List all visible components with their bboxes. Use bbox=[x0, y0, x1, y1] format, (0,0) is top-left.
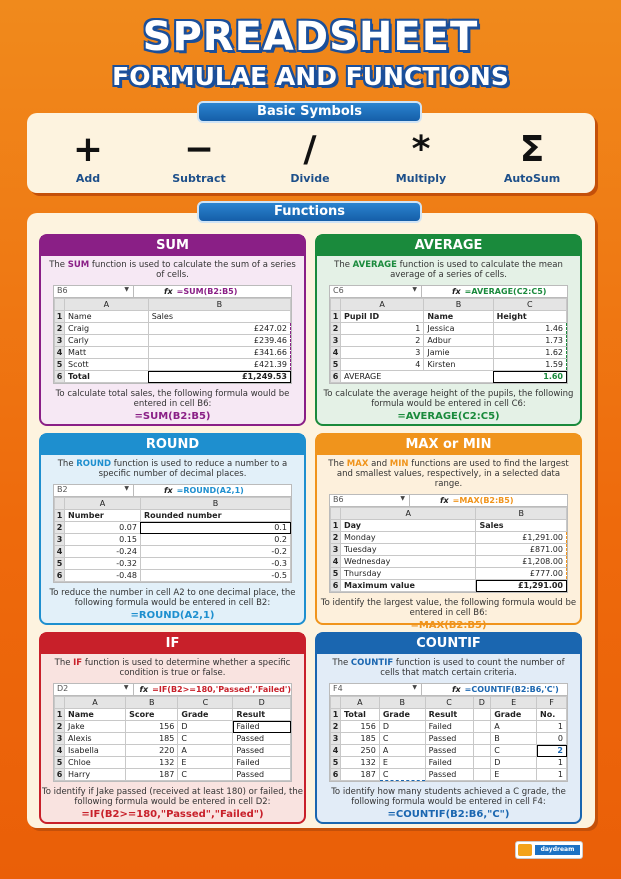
sheet-table: A B C D E F 1 Total Grade Result Grade No. 2 156 D Failed A 1 3 185 C Passed B 0 4 250 A Passed C 2 5 132 E Failed D 1 6 187 C Passed E 1 bbox=[330, 696, 567, 781]
card-title: ROUND bbox=[41, 435, 304, 455]
card-description: The ROUND function is used to reduce a number to a specific number of decimal places. bbox=[57, 459, 288, 479]
formula-bar bbox=[54, 684, 291, 696]
fx-icon: fx bbox=[164, 287, 173, 296]
card-description: The IF function is used to determine whether a specific condition is true or false. bbox=[54, 658, 291, 678]
fx-icon: fx bbox=[139, 685, 149, 694]
formula-bar bbox=[330, 286, 567, 298]
symbol-label: Multiply bbox=[395, 172, 447, 185]
formula-bar bbox=[330, 495, 567, 507]
countif-card bbox=[315, 632, 582, 824]
add-symbol bbox=[43, 130, 133, 185]
spreadsheet bbox=[329, 683, 568, 782]
subtract-symbol bbox=[154, 130, 244, 185]
card-explanation: To identify how many students achieved a C grade, the following formula would be entered in cell F4: bbox=[331, 787, 566, 807]
card-description: The AVERAGE function is used to calculate the mean average of a series of cells. bbox=[334, 260, 563, 280]
formula-bar bbox=[54, 485, 291, 497]
fx-icon: fx bbox=[164, 486, 173, 495]
name-box[interactable]: F4 ▼ bbox=[330, 684, 422, 695]
formula-input[interactable]: =SUM(B2:B5) bbox=[176, 287, 238, 296]
sheet-table: A B 1 Day Sales 2 Monday £1,291.00 3 Tuesday £871.00 4 Wednesday £1,208.00 5 Thursday £777.00 6 Maximum value £1,291.00 bbox=[330, 507, 567, 592]
sigma-icon: Σ bbox=[519, 129, 545, 170]
symbol-label: Divide bbox=[290, 172, 330, 185]
sheet-table: A B 1 Number Rounded number 2 0.07 0.1 3 0.15 0.2 4 -0.24 -0.2 5 -0.32 -0.3 6 -0.48 -0.5 bbox=[54, 497, 291, 582]
name-box[interactable]: B6 ▼ bbox=[330, 495, 410, 506]
name-box[interactable]: B2 ▼ bbox=[54, 485, 134, 496]
card-description: The COUNTIF function is used to count the number of cells that match certain criteria. bbox=[332, 658, 565, 678]
formula-input[interactable]: =ROUND(A2,1) bbox=[176, 486, 244, 495]
card-explanation: To reduce the number in cell A2 to one decimal place, the following formula would be entered in cell B2: bbox=[49, 588, 296, 608]
basic-symbols-heading: Basic Symbols bbox=[197, 101, 422, 123]
minus-icon: − bbox=[183, 129, 215, 170]
round-card bbox=[39, 433, 306, 625]
if-card bbox=[39, 632, 306, 824]
name-box[interactable]: B6 ▼ bbox=[54, 286, 134, 297]
formula-bar bbox=[330, 684, 567, 696]
spreadsheet bbox=[53, 484, 292, 583]
formula-input[interactable]: =IF(B2>=180,'Passed','Failed') bbox=[152, 685, 291, 694]
symbol-label: Add bbox=[75, 172, 101, 185]
poster-subtitle: FORMULAE AND FUNCTIONS bbox=[112, 62, 509, 91]
average-card bbox=[315, 234, 582, 426]
fx-icon: fx bbox=[440, 496, 449, 505]
sum-card bbox=[39, 234, 306, 426]
slash-icon: / bbox=[303, 129, 317, 170]
logo-icon bbox=[518, 844, 532, 856]
card-formula: =COUNTIF(B2:B6,"C") bbox=[387, 809, 510, 820]
spreadsheet bbox=[53, 683, 292, 782]
card-title: IF bbox=[41, 634, 304, 654]
card-title: SUM bbox=[41, 236, 304, 256]
card-formula: =ROUND(A2,1) bbox=[130, 610, 215, 621]
poster-title: SPREADSHEET bbox=[142, 14, 479, 60]
symbol-label: AutoSum bbox=[503, 172, 561, 185]
publisher-logo bbox=[515, 841, 583, 859]
formula-input[interactable]: =COUNTIF(B2:B6,'C') bbox=[464, 685, 559, 694]
card-description: The SUM function is used to calculate the sum of a series of cells. bbox=[49, 260, 296, 280]
card-formula: =SUM(B2:B5) bbox=[134, 411, 211, 422]
formula-bar bbox=[54, 286, 291, 298]
maxmin-card bbox=[315, 433, 582, 631]
card-description: The MAX and MIN functions are used to find the largest and smallest values, respectively, in a selected data range. bbox=[328, 459, 569, 489]
multiply-symbol bbox=[376, 130, 466, 185]
plus-icon: + bbox=[72, 129, 104, 170]
card-explanation: To identify if Jake passed (received at least 180) or failed, the following formula would be entered in cell D2: bbox=[42, 787, 303, 807]
sheet-table: A B 1 Name Sales 2 Craig £247.02 3 Carly £239.46 4 Matt £341.66 5 Scott £421.39 6 Total £1,249.53 bbox=[54, 298, 291, 383]
autosum-symbol bbox=[487, 130, 577, 185]
card-formula: =IF(B2>=180,"Passed","Failed") bbox=[81, 809, 264, 820]
name-box[interactable]: D2 ▼ bbox=[54, 684, 134, 695]
card-title: AVERAGE bbox=[317, 236, 580, 256]
sheet-table: A B C 1 Pupil ID Name Height 2 1 Jessica 1.46 3 2 Adbur 1.73 4 3 Jamie 1.62 5 4 Kirsten 1.59 6 AVERAGE 1.60 bbox=[330, 298, 567, 383]
divide-symbol bbox=[265, 130, 355, 185]
spreadsheet bbox=[53, 285, 292, 384]
name-box[interactable]: C6 ▼ bbox=[330, 286, 422, 297]
card-formula: =AVERAGE(C2:C5) bbox=[397, 411, 500, 422]
card-title: MAX or MIN bbox=[317, 435, 580, 455]
spreadsheet bbox=[329, 494, 568, 593]
sheet-table: A B C D 1 Name Score Grade Result 2 Jake 156 D Failed 3 Alexis 185 C Passed 4 Isabella 220 A Passed 5 Chloe 132 E Failed 6 Harry 187 C Passed bbox=[54, 696, 291, 781]
card-explanation: To calculate total sales, the following formula would be entered in cell B6: bbox=[55, 389, 290, 409]
fx-icon: fx bbox=[452, 685, 461, 694]
fx-icon: fx bbox=[452, 287, 461, 296]
card-formula: =MAX(B2:B5) bbox=[410, 620, 487, 631]
formula-input[interactable]: =MAX(B2:B5) bbox=[452, 496, 514, 505]
card-title: COUNTIF bbox=[317, 634, 580, 654]
card-explanation: To identify the largest value, the following formula would be entered in cell B6: bbox=[320, 598, 577, 618]
logo-text: daydream bbox=[535, 845, 580, 855]
card-explanation: To calculate the average height of the pupils, the following formula would be entered in cell C6: bbox=[323, 389, 574, 409]
asterisk-icon: * bbox=[411, 129, 431, 170]
functions-heading: Functions bbox=[197, 201, 422, 223]
formula-input[interactable]: =AVERAGE(C2:C5) bbox=[464, 287, 547, 296]
symbol-label: Subtract bbox=[172, 172, 226, 185]
spreadsheet bbox=[329, 285, 568, 384]
